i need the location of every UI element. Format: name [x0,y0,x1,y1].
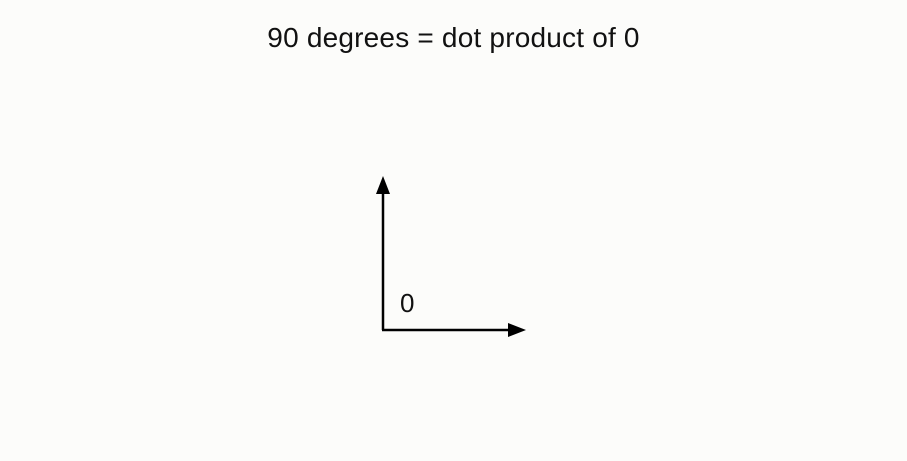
dot-product-value-label: 0 [400,288,415,318]
vertical-arrowhead [376,176,390,194]
horizontal-arrowhead [508,323,526,337]
page-title: 90 degrees = dot product of 0 [267,22,640,53]
